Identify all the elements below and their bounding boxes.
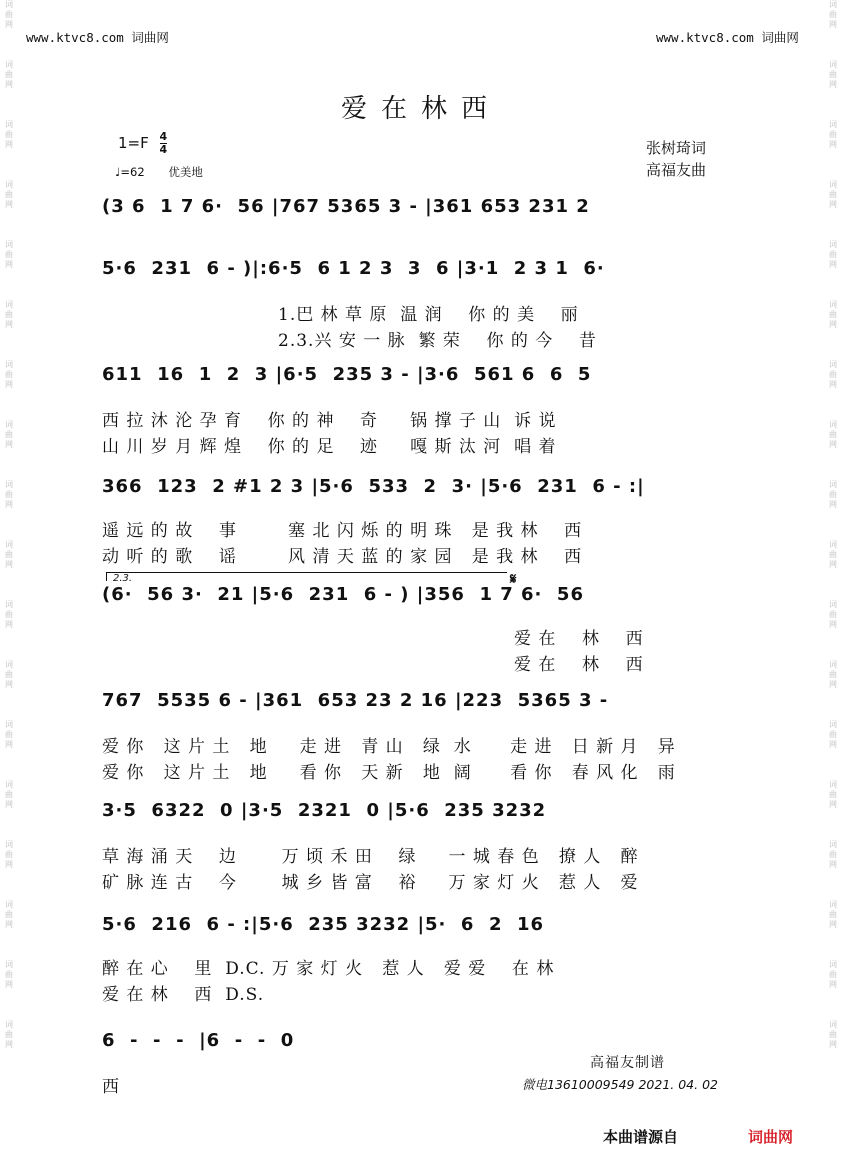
notation-line: (3 6 1 7 6· 56 |767 5365 3 - |361 653 231 2 xyxy=(102,196,590,217)
watermark-text: 词 曲 网 xyxy=(829,300,837,329)
watermark-text: 词 曲 网 xyxy=(5,840,13,869)
watermark-text: 词 曲 网 xyxy=(829,420,837,449)
watermark-text: 词 曲 网 xyxy=(5,240,13,269)
lyric-line: 醉 在 心 里 D.C. 万 家 灯 火 惹 人 爱 爱 在 林 xyxy=(102,959,555,979)
watermark-text: 词 曲 网 xyxy=(829,780,837,809)
right-watermark xyxy=(826,0,840,1171)
notation-line: 3·5 6322 0 |3·5 2321 0 |5·6 235 3232 xyxy=(102,800,547,821)
lyricist: 张树琦词 xyxy=(646,139,707,157)
watermark-text: 词 曲 网 xyxy=(5,180,13,209)
left-watermark xyxy=(2,0,16,1171)
lyric-line: 遥 远 的 故 事 塞 北 闪 烁 的 明 珠 是 我 林 西 xyxy=(102,521,583,541)
key-signature xyxy=(118,131,167,156)
watermark-text: 词 曲 网 xyxy=(829,720,837,749)
lyric-line: 矿 脉 连 古 今 城 乡 皆 富 裕 万 家 灯 火 惹 人 爱 xyxy=(102,873,639,893)
notation-line: 767 5535 6 - |361 653 23 2 16 |223 5365 3 - xyxy=(102,690,609,711)
watermark-text: 词 曲 网 xyxy=(5,60,13,89)
watermark-text: 词 曲 网 xyxy=(829,600,837,629)
composer: 高福友曲 xyxy=(646,161,707,179)
source-label: 本曲谱源自 xyxy=(603,1128,679,1146)
notation-line: 6 - - - |6 - - 0 xyxy=(102,1030,295,1051)
watermark-text: 词 曲 网 xyxy=(5,660,13,689)
lyric-line: 爱 你 这 片 土 地 看 你 天 新 地 阔 看 你 春 风 化 雨 xyxy=(102,763,676,783)
lyric-line: 2.3.兴 安 一 脉 繁 荣 你 的 今 昔 xyxy=(278,331,597,351)
lyric-line: 爱 你 这 片 土 地 走 进 青 山 绿 水 走 进 日 新 月 异 xyxy=(102,737,676,757)
watermark-text: 词 曲 网 xyxy=(5,600,13,629)
score-maker: 高福友制谱 xyxy=(590,1055,665,1071)
contact-date: 微电13610009549 2021. 04. 02 xyxy=(522,1077,718,1092)
notation-line: 366 123 2 #1 2 3 |5·6 533 2 3· |5·6 231 6 - :| xyxy=(102,476,645,497)
watermark-text: 词 曲 网 xyxy=(829,1020,837,1049)
lyric-line: 爱 在 林 西 xyxy=(514,629,644,649)
watermark-text: 词 曲 网 xyxy=(829,540,837,569)
tempo-marking xyxy=(115,164,203,180)
watermark-text: 词 曲 网 xyxy=(829,60,837,89)
watermark-text: 词 曲 网 xyxy=(5,780,13,809)
watermark-text: 词 曲 网 xyxy=(829,0,837,29)
watermark-text: 词 曲 网 xyxy=(829,900,837,929)
site-url-left[interactable]: www.ktvc8.com 词曲网 xyxy=(26,30,169,45)
watermark-text: 词 曲 网 xyxy=(5,960,13,989)
watermark-text: 词 曲 网 xyxy=(829,180,837,209)
lyric-line: 爱 在 林 西 xyxy=(514,655,644,675)
watermark-text: 词 曲 网 xyxy=(5,420,13,449)
watermark-text: 词 曲 网 xyxy=(5,480,13,509)
time-signature xyxy=(160,131,168,156)
watermark-text: 词 曲 网 xyxy=(5,120,13,149)
watermark-text: 词 曲 网 xyxy=(829,660,837,689)
notation-line: 611 16 1 2 3 |6·5 235 3 - |3·6 561 6 6 5 xyxy=(102,364,592,385)
notation-line: 5·6 231 6 - )|:6·5 6 1 2 3 3 6 |3·1 2 3 1 6· xyxy=(102,258,605,279)
credits xyxy=(646,137,706,181)
watermark-text: 词 曲 网 xyxy=(5,360,13,389)
tempo-bpm: ♩=62 xyxy=(115,165,145,179)
watermark-text: 词 曲 网 xyxy=(829,960,837,989)
volta-bracket xyxy=(106,572,507,584)
song-title: 爱在林西 xyxy=(340,94,501,124)
meter-bottom: 4 xyxy=(159,143,168,156)
lyric-line: 草 海 涌 天 边 万 顷 禾 田 绿 一 城 春 色 撩 人 醉 xyxy=(102,847,639,867)
notation-line: (6· 56 3· 21 |5·6 231 6 - ) |356 1 7 6· 56 xyxy=(102,584,584,605)
lyric-line: 西 xyxy=(102,1077,120,1097)
notation-line: 5·6 216 6 - :|5·6 235 3232 |5· 6 2 16 xyxy=(102,914,545,935)
lyric-line: 西 拉 沐 沦 孕 育 你 的 神 奇 锅 撑 子 山 诉 说 xyxy=(102,411,557,431)
lyric-line: 爱 在 林 西 D.S. xyxy=(102,985,265,1005)
source-brand[interactable]: 词曲网 xyxy=(748,1128,794,1146)
watermark-text: 词 曲 网 xyxy=(829,240,837,269)
watermark-text: 词 曲 网 xyxy=(829,360,837,389)
watermark-text: 词 曲 网 xyxy=(5,900,13,929)
watermark-text: 词 曲 网 xyxy=(5,0,13,29)
lyric-line: 山 川 岁 月 辉 煌 你 的 足 迹 嘎 斯 汰 河 唱 着 xyxy=(102,437,557,457)
watermark-text: 词 曲 网 xyxy=(5,540,13,569)
segno-sign: 𝄋 xyxy=(510,570,517,588)
lyric-line: 1.巴 林 草 原 温 润 你 的 美 丽 xyxy=(278,305,579,325)
watermark-text: 词 曲 网 xyxy=(829,840,837,869)
watermark-text: 词 曲 网 xyxy=(5,300,13,329)
key-text: 1=F xyxy=(118,134,149,152)
watermark-text: 词 曲 网 xyxy=(5,720,13,749)
watermark-text: 词 曲 网 xyxy=(829,120,837,149)
lyric-line: 动 听 的 歌 谣 风 清 天 蓝 的 家 园 是 我 林 西 xyxy=(102,547,583,567)
watermark-text: 词 曲 网 xyxy=(5,1020,13,1049)
tempo-mood: 优美地 xyxy=(168,165,203,179)
watermark-text: 词 曲 网 xyxy=(829,480,837,509)
site-url-right[interactable]: www.ktvc8.com 词曲网 xyxy=(656,30,799,45)
volta-label: 2.3. xyxy=(113,573,133,584)
meter-top: 4 xyxy=(159,130,168,143)
